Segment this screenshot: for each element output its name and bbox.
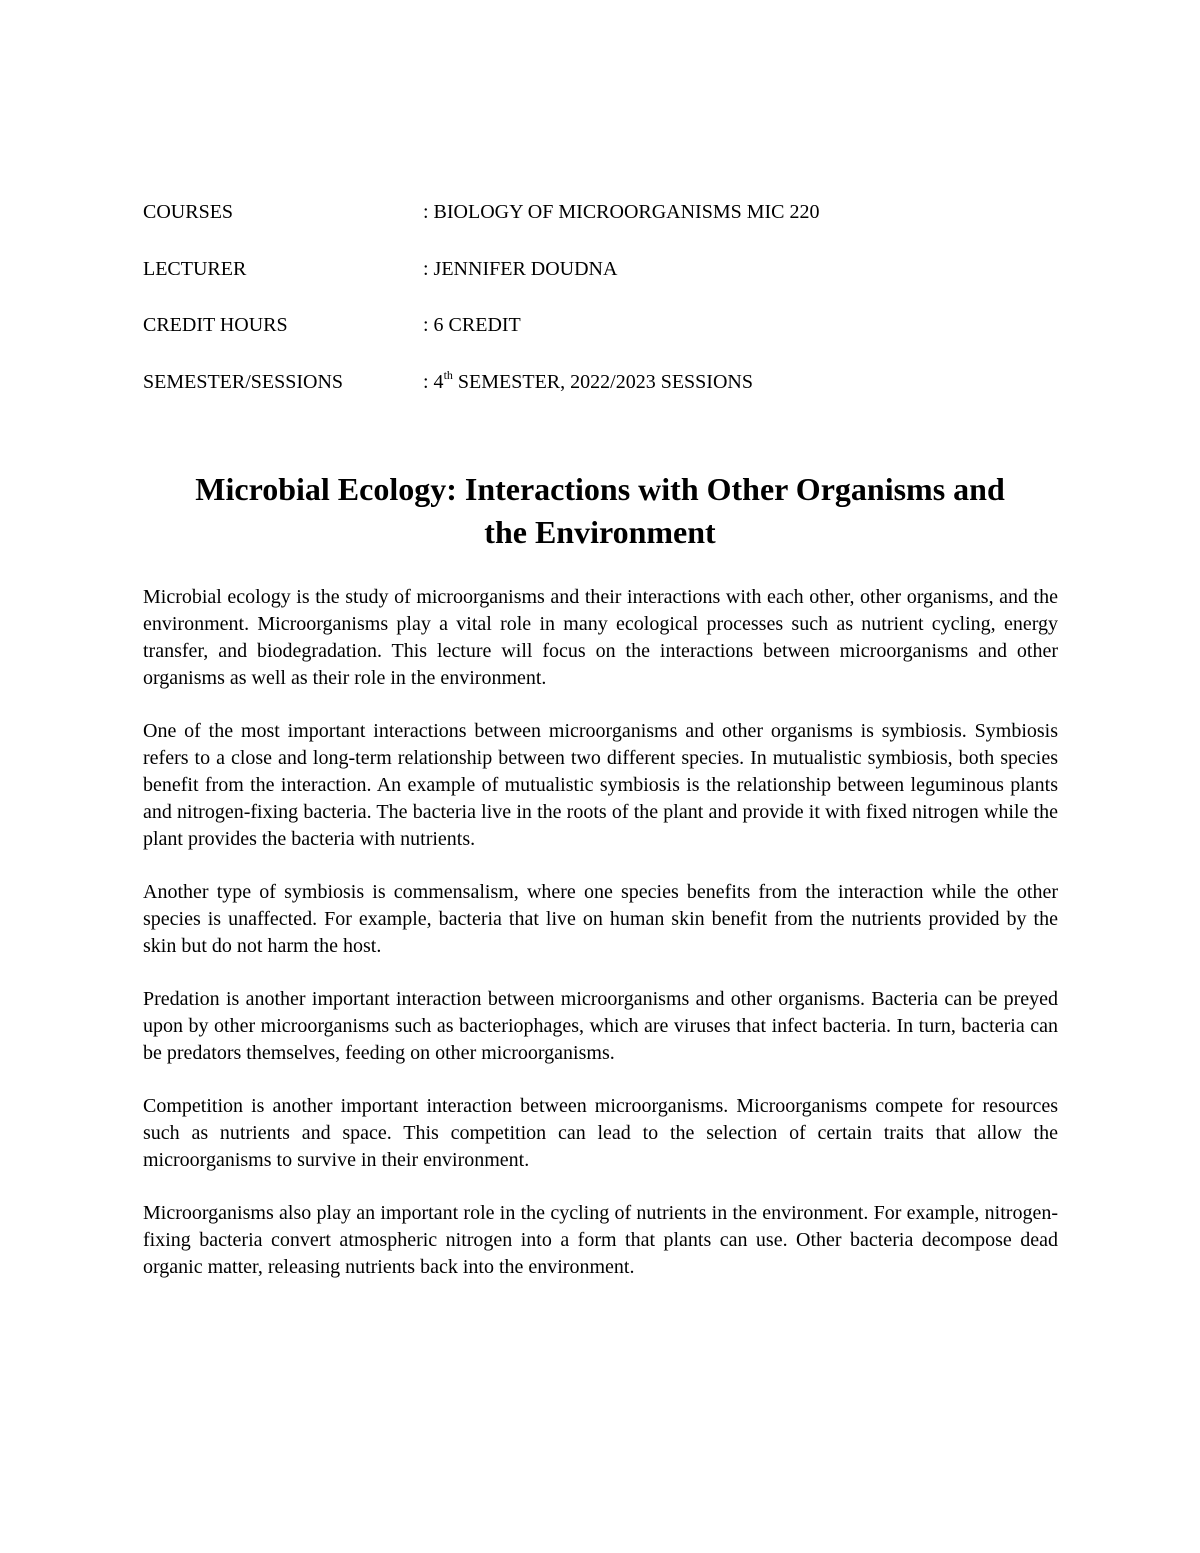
semester-label: SEMESTER/SESSIONS xyxy=(143,370,344,393)
paragraph-symbiosis: One of the most important interactions between microorganisms and other organisms is symbiosis. Symbiosis refers to a close and long-term relationship between two different species. In mutualistic symbiosis, both species benefit from the interaction. An example of mutualistic symbiosis is the relationship between leguminous plants and nitrogen-fixing bacteria. The bacteria live in the roots of the plant and provide it with fixed nitrogen while the plant provides the bacteria with nutrients. xyxy=(143,720,1058,850)
semester-ordinal-suffix: th xyxy=(443,367,453,382)
course-label: COURSES xyxy=(143,201,234,223)
paragraph-competition: Competition is another important interaction between microorganisms. Microorganisms compete for resources such as nutrients and space. This competition can lead to the selection of certain traits that allow the microorganisms to survive in their environment. xyxy=(143,1095,1058,1171)
credit-hours-value: : 6 CREDIT xyxy=(423,314,521,336)
title-line-2: the Environment xyxy=(484,514,716,550)
semester-prefix: : 4 xyxy=(423,370,444,393)
credit-hours-label: CREDIT HOURS xyxy=(143,314,288,336)
lecturer-value: : JENNIFER DOUDNA xyxy=(423,257,618,280)
credit-hours-row xyxy=(143,311,1043,368)
body-text xyxy=(143,584,1058,1307)
lecturer-row xyxy=(143,255,1043,312)
paragraph-commensalism: Another type of symbiosis is commensalism, where one species benefits from the interaction while the other species is unaffected. For example, bacteria that live on human skin benefit from the nutrients provided by the skin but do not harm the host. xyxy=(143,881,1058,957)
course-row xyxy=(143,198,1043,255)
paragraph-nutrient-cycling: Microorganisms also play an important role in the cycling of nutrients in the environment. For example, nitrogen-fixing bacteria convert atmospheric nitrogen into a form that plants can use. Other bacteria decompose dead organic matter, releasing nutrients back into the environment. xyxy=(143,1202,1058,1278)
lecturer-label: LECTURER xyxy=(143,257,247,280)
document-title xyxy=(100,468,1100,554)
semester-row xyxy=(143,368,1043,425)
course-info-table xyxy=(143,198,1043,424)
semester-value xyxy=(423,368,753,396)
course-value: : BIOLOGY OF MICROORGANISMS MIC 220 xyxy=(423,201,820,223)
semester-suffix: SEMESTER, 2022/2023 SESSIONS xyxy=(452,370,753,393)
paragraph-predation: Predation is another important interaction between microorganisms and other organisms. Bacteria can be preyed upon by other microorganisms such as bacteriophages, which are viruses that infect bacteria. In turn, bacteria can be predators themselves, feeding on other microorganisms. xyxy=(143,988,1058,1064)
title-line-1: Microbial Ecology: Interactions with Other Organisms and xyxy=(195,471,1005,507)
paragraph-intro: Microbial ecology is the study of microorganisms and their interactions with each other, other organisms, and the environment. Microorganisms play a vital role in many ecological processes such as nutrient cycling, energy transfer, and biodegradation. This lecture will focus on the interactions between microorganisms and other organisms as well as their role in the environment. xyxy=(143,586,1058,689)
